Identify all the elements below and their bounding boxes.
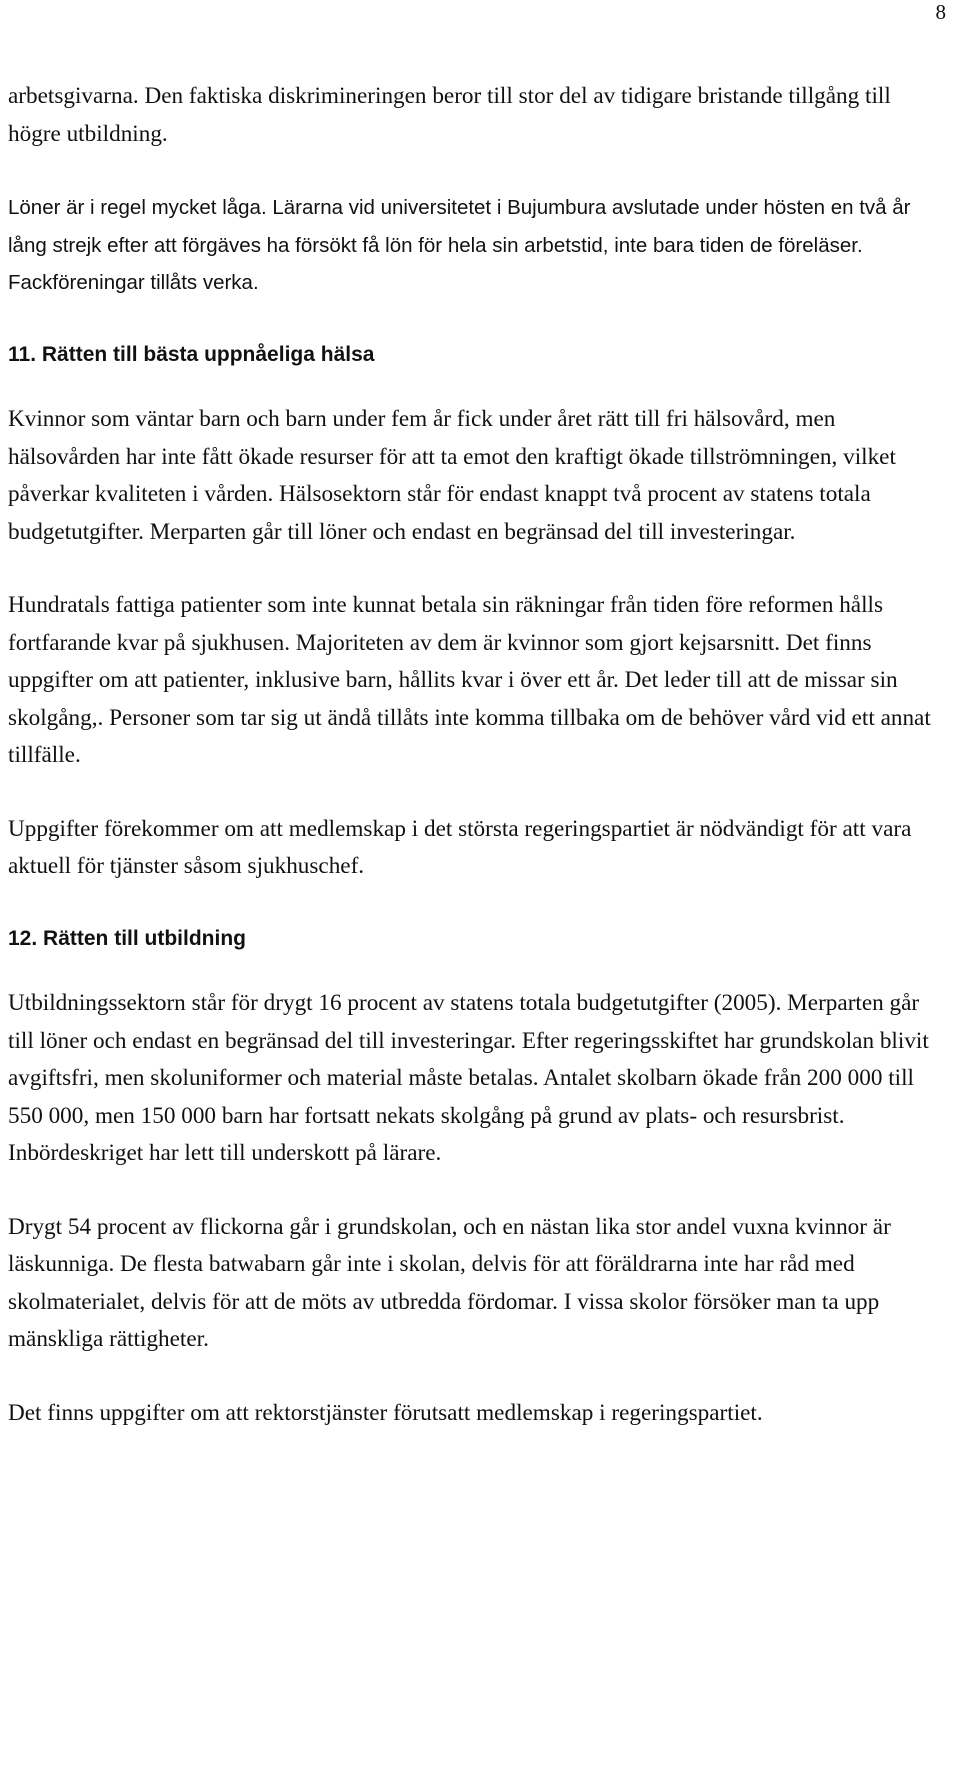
section-11-heading: 11. Rätten till bästa uppnåeliga hälsa [8,342,375,366]
document-body [8,78,938,1432]
section-12-paragraph-3: Det finns uppgifter om att rektorstjänster förutsatt medlemskap i regeringspartiet. [8,1399,763,1426]
page-number: 8 [935,0,946,24]
section-11-paragraph-1: Kvinnor som väntar barn och barn under fem år fick under året rätt till fri hälsovård, men hälsovården har inte fått ökade resurser för att ta emot den kraftigt ökade tillströmningen, vilket påverkar kvaliteten i vården. Hälsosektorn står för endast knappt två procent av statens totala budgetutgifter. Merparten går till löner och endast en begränsad del till investeringar. [8,406,896,545]
intro-paragraph-2: Löner är i regel mycket låga. Lärarna vid universitetet i Bujumbura avslutade under hösten en två år lång strejk efter att förgäves ha försökt få lön för hela sin arbetstid, inte bara tiden de föreläser. Fackföreningar tillåts verka. [8,196,911,294]
intro-paragraph-1: arbetsgivarna. Den faktiska diskrimineringen beror till stor del av tidigare bristande tillgång till högre utbildning. [8,83,891,147]
section-12-heading: 12. Rätten till utbildning [8,926,246,950]
section-11-paragraph-3: Uppgifter förekommer om att medlemskap i det största regeringspartiet är nödvändigt för att vara aktuell för tjänster såsom sjukhuschef. [8,815,912,879]
section-11-paragraph-2: Hundratals fattiga patienter som inte kunnat betala sin räkningar från tiden före reformen hålls fortfarande kvar på sjukhusen. Majoriteten av dem är kvinnor som gjort kejsarsnitt. Det finns uppgifter om att patienter, inklusive barn, hållits kvar i över ett år. Det leder till att de missar sin skolgång,. Personer som tar sig ut ändå tillåts inte komma tillbaka om de behöver vård vid ett annat tillfälle. [8,592,931,768]
section-12-paragraph-1: Utbildningssektorn står för drygt 16 procent av statens totala budgetutgifter (2005). Merparten går till löner och endast en begränsad del till investeringar. Efter regeringsskiftet har grundskolan blivit avgiftsfri, men skoluniformer och material måste betalas. Antalet skolbarn ökade från 200 000 till 550 000, men 150 000 barn har fortsatt nekats skolgång på grund av plats- och resursbrist. Inbördeskriget har lett till underskott på lärare. [8,990,929,1166]
section-12-paragraph-2: Drygt 54 procent av flickorna går i grundskolan, och en nästan lika stor andel vuxna kvinnor är läskunniga. De flesta batwabarn går inte i skolan, delvis för att föräldrarna inte har råd med skolmaterialet, delvis för att de möts av utbredda fördomar. I vissa skolor försöker man ta upp mänskliga rättigheter. [8,1213,891,1352]
